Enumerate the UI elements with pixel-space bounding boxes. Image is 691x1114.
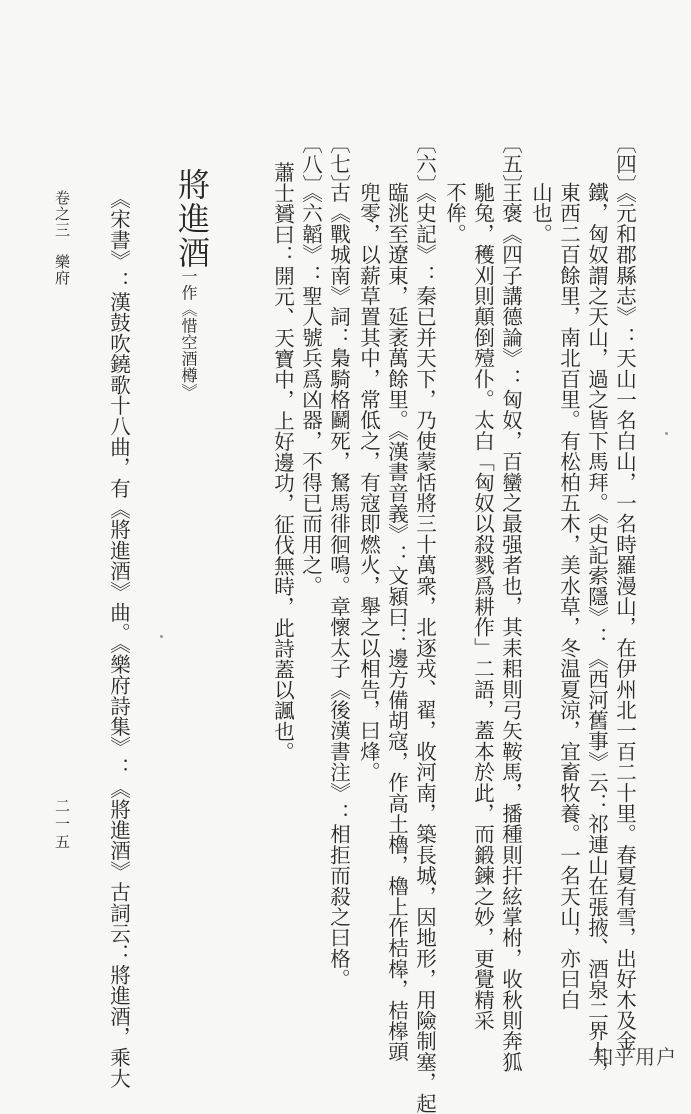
note-5-line-2: 馳兔，穫刈則顛倒殪仆。太白「匈奴以殺戮爲耕作」二語，蓋本於此，而鍛鍊之妙，更覺精采 xyxy=(470,182,495,1031)
note-4-number: 〔四〕 xyxy=(612,133,637,196)
page-number: 二一五 xyxy=(53,798,71,852)
note-5-line-3: 不侔。 xyxy=(442,182,467,245)
note-7-line-1: 古《戰城南》詞：梟騎格鬬死，駑馬徘徊鳴。章懷太子《後漢書注》：相拒而殺之曰格。 xyxy=(326,182,351,990)
note-6-line-1: 《史記》：秦已并天下，乃使蒙恬將三十萬衆，北逐戎、翟，收河南，築長城，因地形，用險制塞，起 xyxy=(412,182,437,1114)
note-4-line-2: 鐵，匈奴謂之天山，過之皆下馬拜。《史記索隱》：《西河舊事》云：祁連山在張掖、酒泉二界上， xyxy=(584,182,609,1083)
note-6-line-3: 兜零，以薪草置其中，常低之，有寇即燃火，舉之以相告，曰烽。 xyxy=(356,182,381,783)
scan-speck xyxy=(160,635,163,638)
note-5-line-1: 王褒《四子講德論》：匈奴，百蠻之最强者也，其耒耜則弓矢鞍馬，播種則扞絃掌柎，收秋則奔狐 xyxy=(498,182,523,1073)
note-5-number: 〔五〕 xyxy=(498,133,523,196)
note-6-line-2: 臨洮至遼東，延袤萬餘里。《漢書音義》：文潁曰：邊方備胡寇，作高土櫓，櫓上作桔槔，桔槔頭 xyxy=(384,182,409,1062)
commentary-line-1: 《宋書》：漢鼓吹鐃歌十八曲，有《將進酒》曲。《樂府詩集》：《將進酒》古詞云：將進酒，乘大 xyxy=(106,188,131,1089)
note-4-line-1: 《元和郡縣志》：天山一名白山，一名時羅漫山，在伊州北一百二十里。春夏有雪，出好木及金 xyxy=(612,182,637,1052)
note-8-line-2: 蕭士贇曰：開元、天寶中，上好邊功，征伐無時，此詩蓋以諷也。 xyxy=(270,162,295,763)
note-8-number: 〔八〕 xyxy=(298,133,323,196)
note-8-line-1: 《六韜》：聖人號兵爲凶器，不得已而用之。 xyxy=(298,182,323,596)
scan-speck xyxy=(665,432,668,435)
note-4-line-3: 東西二百餘里，南北百里。有松柏五木，美水草，冬温夏涼，宜畜牧養。一名天山，亦曰白 xyxy=(556,182,581,1010)
note-6-number: 〔六〕 xyxy=(412,133,437,196)
running-head: 卷之三 樂府 xyxy=(53,190,71,286)
poem-alt-title: 一作《惜空酒樽》 xyxy=(179,268,198,400)
note-7-number: 〔七〕 xyxy=(326,133,351,196)
poem-title: 將進酒 xyxy=(173,168,211,270)
watermark: 知乎用户 xyxy=(593,1045,677,1069)
note-4-line-4: 山也。 xyxy=(528,182,553,245)
